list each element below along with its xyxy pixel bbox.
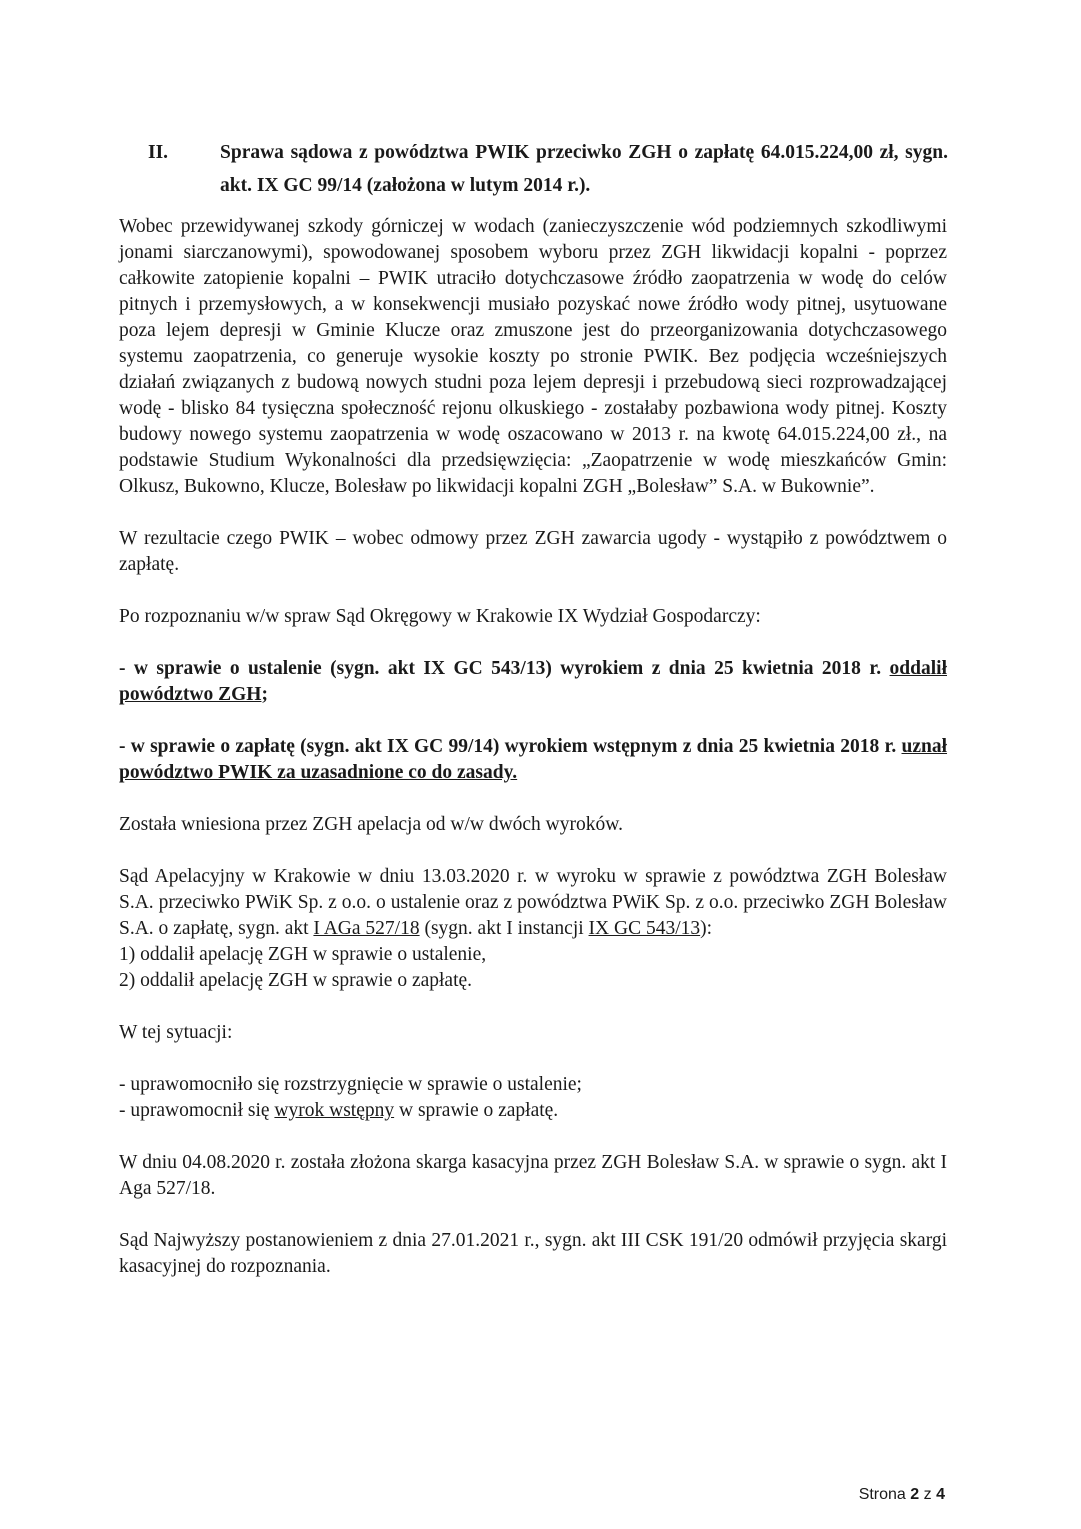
paragraph-appeal-court: Sąd Apelacyjny w Krakowie w dniu 13.03.2020 r. w wyroku w sprawie z powództwa ZGH Bolesław S.A. przeciwko PWiK Sp. z o.o. o ustalenie oraz z powództwa PWiK Sp. z o.o. przeciwko ZGH Bolesław S.A. o zapłatę, sygn. akt I AGa 527/18 (sygn. akt I instancji IX GC 543/13): [119, 866, 947, 939]
section-number: II. [148, 142, 169, 163]
case-ref-first-instance: IX GC 543/13 [588, 918, 701, 939]
section-heading [148, 136, 948, 202]
paragraph-district-court: Po rozpoznaniu w/w spraw Sąd Okręgowy w Krakowie IX Wydział Gospodarczy: [119, 606, 761, 627]
list-item: 2) oddalił apelację ZGH w sprawie o zapłatę. [119, 970, 473, 991]
ruling-payment-text: - w sprawie o zapłatę (sygn. akt IX GC 99/14) wyrokiem wstępnym z dnia 25 kwietnia 2018 r. [119, 736, 897, 757]
case-ref-appeal: I AGa 527/18 [313, 918, 420, 939]
paragraph-ruling-establishment: - w sprawie o ustalenie (sygn. akt IX GC 543/13) wyrokiem z dnia 25 kwietnia 2018 r. oddalił powództwo ZGH; [119, 658, 947, 705]
preliminary-judgment: wyrok wstępny [274, 1100, 395, 1121]
document-body [119, 214, 947, 1280]
list-item: - uprawomocnił się wyrok wstępny w sprawie o zapłatę. [119, 1100, 559, 1121]
paragraph-lawsuit: W rezultacie czego PWIK – wobec odmowy przez ZGH zawarcia ugody - wystąpiło z powództwem o zapłatę. [119, 528, 947, 575]
list-item: - uprawomocniło się rozstrzygnięcie w sprawie o ustalenie; [119, 1074, 582, 1095]
paragraph-ruling-payment [119, 734, 947, 786]
ruling-establishment-outcome: oddalił powództwo ZGH [119, 658, 947, 705]
ruling-payment-outcome: uznał powództwo PWIK za uzasadnione co do zasady. [119, 736, 948, 783]
page-number: Strona 2 z 4 [858, 1486, 945, 1503]
paragraph-appeal: Została wniesiona przez ZGH apelacja od w/w dwóch wyroków. [119, 814, 623, 835]
list-item: 1) oddalił apelację ZGH w sprawie o ustalenie, [119, 944, 487, 965]
paragraph-cassation: W dniu 04.08.2020 r. została złożona skarga kasacyjna przez ZGH Bolesław S.A. w sprawie o sygn. akt I Aga 527/18. [119, 1152, 947, 1199]
ruling-establishment-text: - w sprawie o ustalenie (sygn. akt IX GC 543/13) wyrokiem z dnia 25 kwietnia 2018 r. [119, 658, 882, 679]
paragraph-supreme-court: Sąd Najwyższy postanowieniem z dnia 27.01.2021 r., sygn. akt III CSK 191/20 odmówił przyjęcia skargi kasacyjnej do rozpoznania. [119, 1230, 947, 1277]
section-title: Sprawa sądowa z powództwa PWIK przeciwko ZGH o zapłatę 64.015.224,00 zł, sygn. akt. IX GC 99/14 (założona w lutym 2014 r.). [220, 142, 948, 196]
paragraph-situation: W tej sytuacji: [119, 1022, 233, 1043]
paragraph-background: Wobec przewidywanej szkody górniczej w wodach (zanieczyszczenie wód podziemnych szkodliwymi jonami siarczanowymi), spowodowanej sposobem wyboru przez ZGH likwidacji kopalni - poprzez całkowite zatopienie kopalni – PWIK utraciło dotychczasowe źródło zaopatrzenia w wodę do celów pitnych i przemysłowych, a w konsekwencji musiało pozyskać nowe źródło wody pitnej, usytuowane poza lejem depresji w Gminie Klucze oraz zmuszone jest do przeorganizowania dotychczasowego systemu zaopatrzenia, co generuje wysokie koszty po stronie PWIK. Bez podjęcia wcześniejszych działań związanych z budową nowych studni poza lejem depresji i przebudową sieci rozprowadzającej wodę - blisko 84 tysięczna społeczność rejonu olkuskiego - zostałaby pozbawiona wody pitnej. Koszty budowy nowego systemu zaopatrzenia w wodę oszacowano w 2013 r. na kwotę 64.015.224,00 zł., na podstawie Studium Wykonalności dla przedsięwzięcia: „Zaopatrzenie w wodę mieszkańców Gmin: Olkusz, Bukowno, Klucze, Bolesław po likwidacji kopalni ZGH „Bolesław” S.A. w Bukownie”. [119, 216, 947, 497]
